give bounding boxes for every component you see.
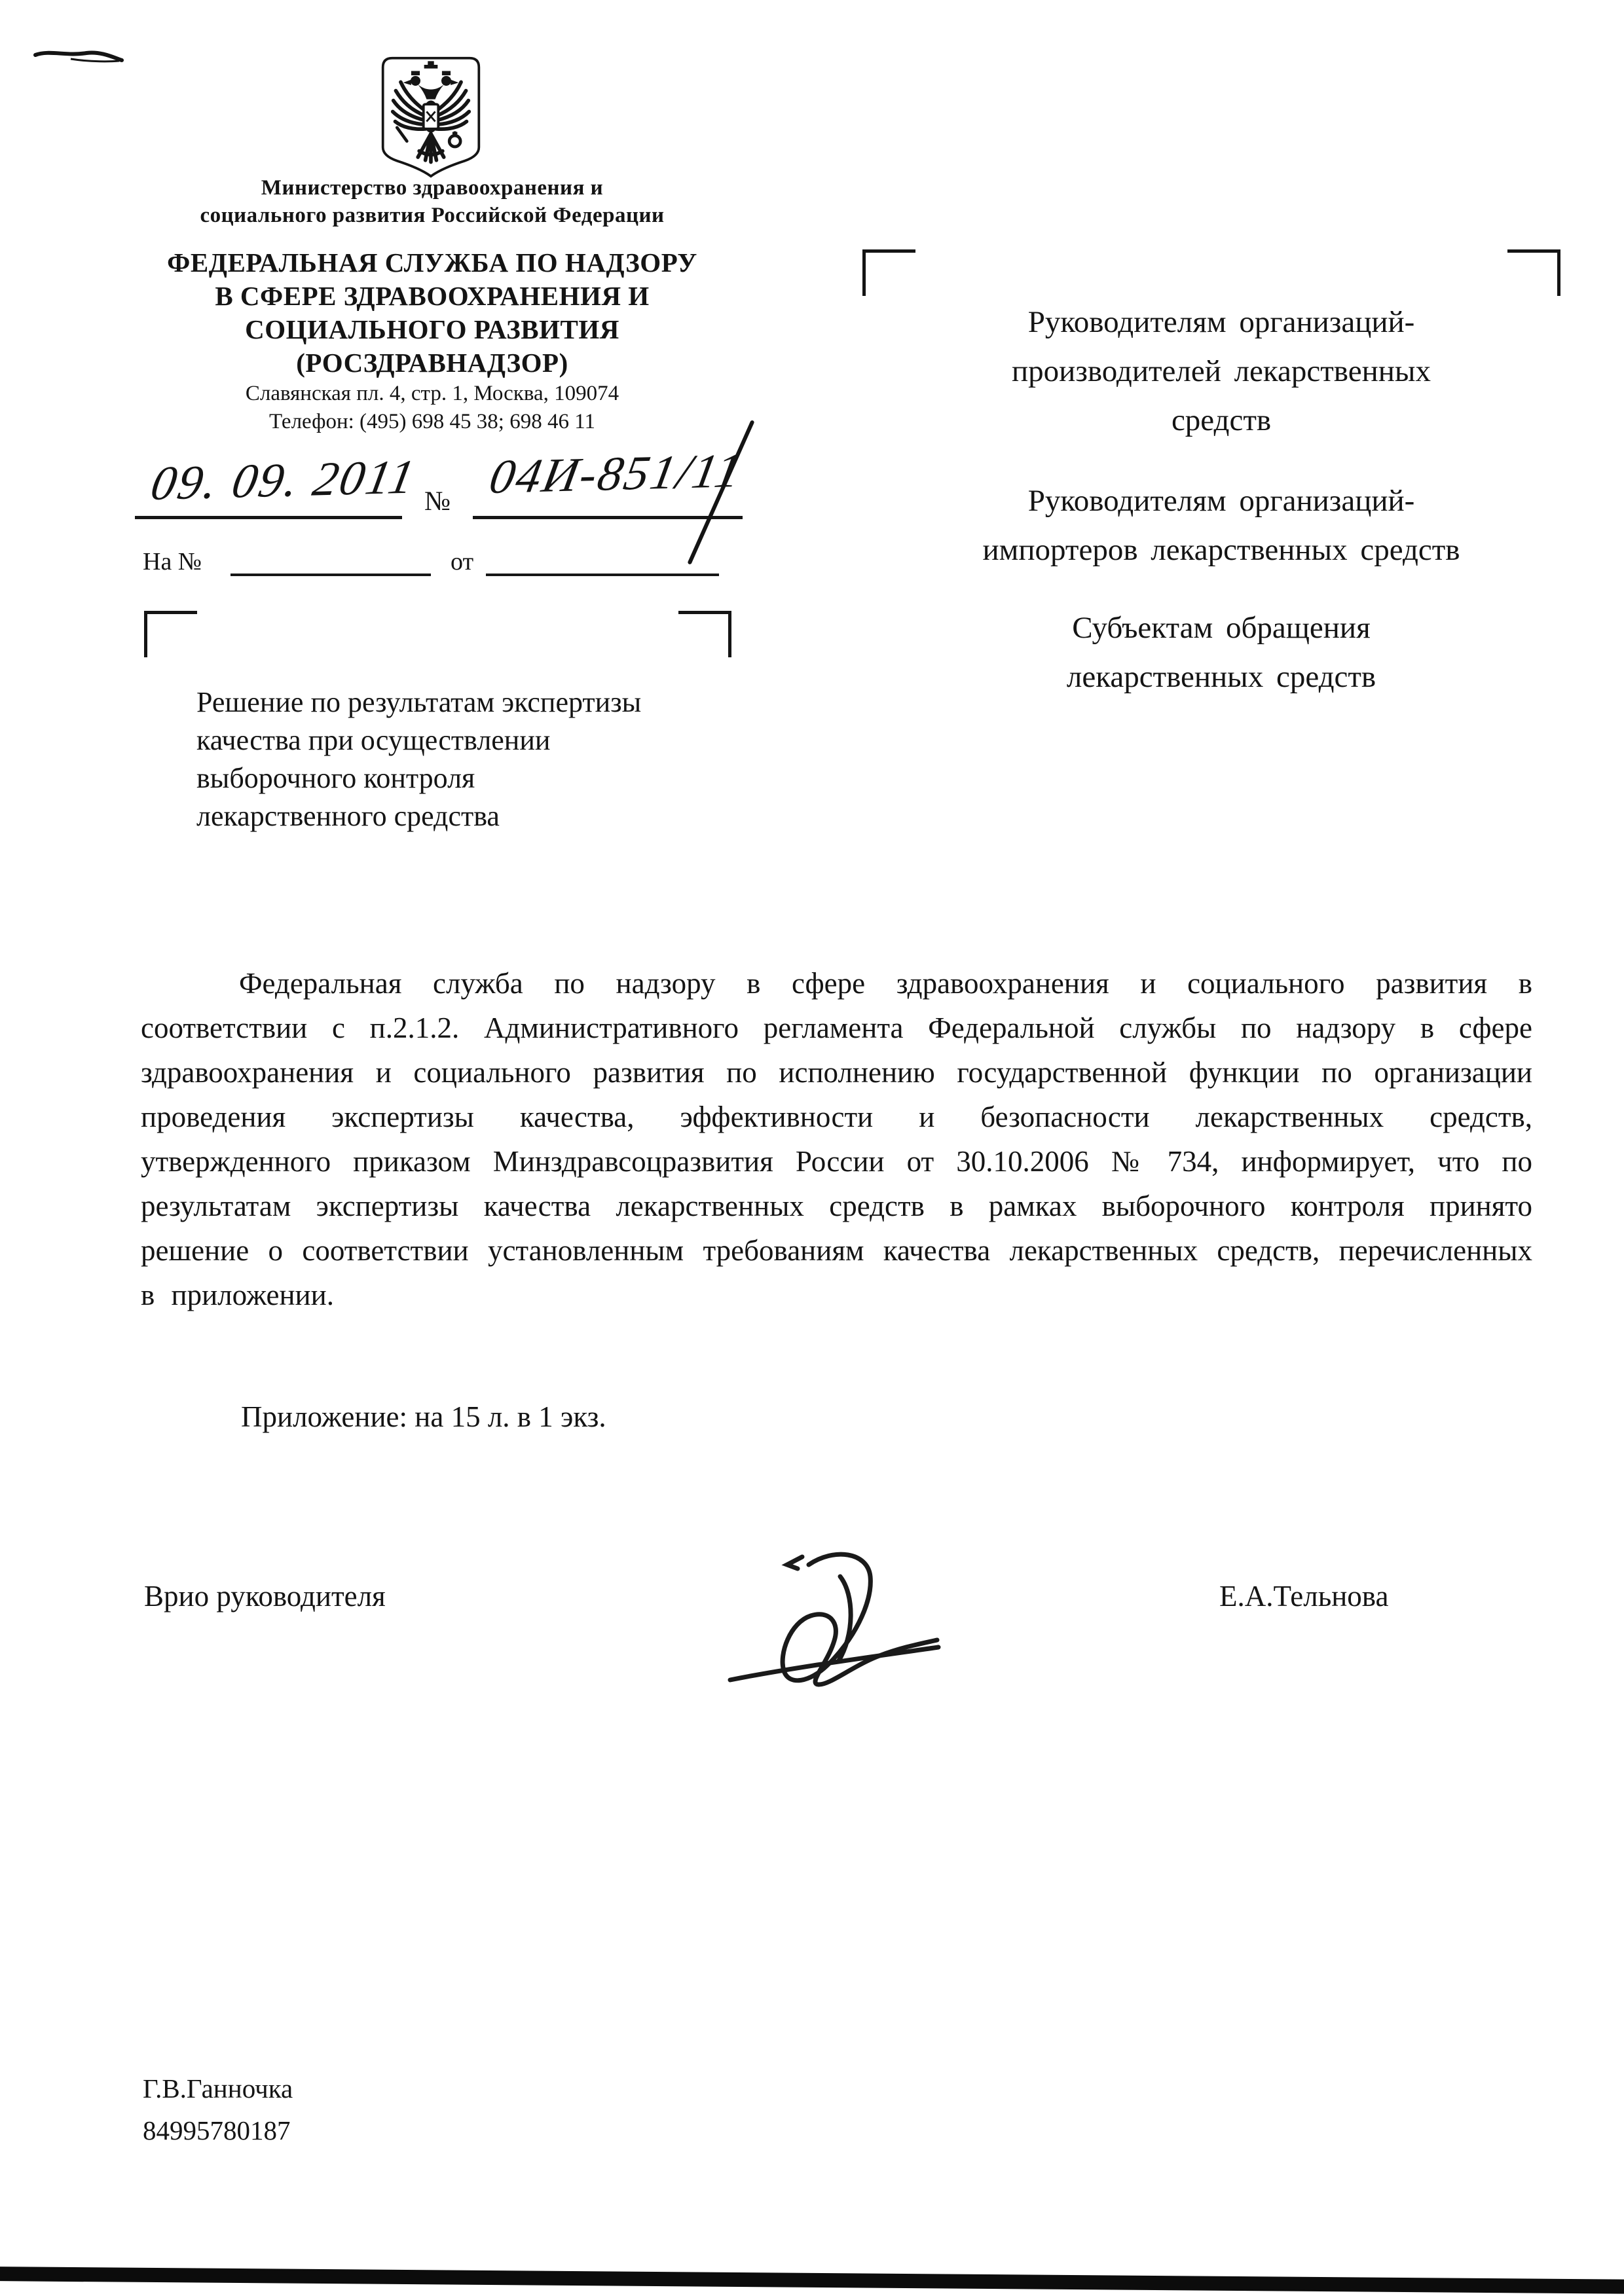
recipient-block-importers	[874, 477, 1568, 575]
corner-mark-left-lower-left	[144, 611, 197, 657]
service-name-line4: (РОСЗДРАВНАДЗОР)	[296, 348, 568, 378]
service-name-line3: СОЦИАЛЬНОГО РАЗВИТИЯ	[245, 314, 619, 344]
recipient-block-circulation-subjects	[874, 604, 1568, 702]
subject-line: Решение по результатам экспертизы	[196, 686, 642, 718]
recipient-line: Субъектам обращения	[1072, 611, 1371, 645]
recipient-line: средств	[1171, 403, 1272, 437]
subject-line: лекарственного средства	[196, 800, 500, 832]
executor-name: Г.В.Ганночка	[143, 2073, 293, 2104]
signer-position-title: Врио руководителя	[144, 1580, 386, 1613]
recipient-line: лекарственных средств	[1066, 660, 1376, 694]
ministry-name	[121, 174, 743, 229]
recipient-block-manufacturers	[874, 298, 1568, 445]
outgoing-date-handwritten: 09. 09. 2011	[147, 450, 421, 511]
letterhead-address: Славянская пл. 4, стр. 1, Москва, 109074	[245, 382, 619, 405]
outgoing-number-handwritten: 04И-851/11	[485, 444, 747, 504]
reply-to-number-label: На №	[143, 548, 202, 575]
service-name-line1: ФЕДЕРАЛЬНАЯ СЛУЖБА ПО НАДЗОРУ	[167, 247, 697, 278]
executor-phone: 84995780187	[143, 2115, 291, 2145]
recipient-line: Руководителям организаций-	[1027, 305, 1415, 339]
signer-name: Е.А.Тельнова	[1219, 1580, 1389, 1613]
number-underline	[473, 516, 743, 519]
corner-mark-left-lower-right	[678, 611, 731, 657]
subject-line: качества при осуществлении	[196, 724, 551, 756]
ministry-name-line2: социального развития Российской Федерации	[200, 204, 665, 227]
scan-artifact-mark	[31, 45, 136, 71]
body-paragraph: Федеральная служба по надзору в сфере здравоохранения и социального развития в соответствии с п.2.1.2. Административного регламента Федеральной службы по надзору в сфере здравоохранения и социального развития по исполнению государственной функции по организации проведения экспертизы качества, эффективности и безопасности лекарственных средств, утвержденного приказом Минздравсоцразвития России от 30.10.2006 № 734, информирует, что по результатам экспертизы качества лекарственных средств в рамках выборочного контроля принято решение о соответствии установленным требованиям качества лекарственных средств, перечисленных в приложении.	[141, 967, 1532, 1311]
handwritten-signature	[704, 1537, 986, 1707]
corner-mark-recipient-left	[862, 249, 915, 296]
letter-subject	[196, 683, 773, 835]
recipient-line: производителей лекарственных	[1012, 354, 1431, 388]
reply-number-blank-underline	[231, 574, 431, 576]
letterhead-phone: Телефон: (495) 698 45 38; 698 46 11	[269, 410, 595, 433]
service-name-line2: В СФЕРЕ ЗДРАВООХРАНЕНИЯ И	[215, 281, 650, 311]
recipient-line: импортеров лекарственных средств	[982, 533, 1460, 567]
recipient-line: Руководителям организаций-	[1027, 484, 1415, 518]
reply-date-blank-underline	[486, 574, 719, 576]
reply-from-date-label: от	[451, 548, 474, 575]
subject-line: выборочного контроля	[196, 762, 475, 794]
number-sign: №	[424, 486, 451, 517]
date-underline	[135, 516, 402, 519]
corner-mark-recipient-right	[1507, 249, 1560, 296]
attachment-note: Приложение: на 15 л. в 1 экз.	[241, 1400, 606, 1433]
executor-block	[143, 2068, 293, 2151]
federal-service-name	[121, 246, 743, 380]
russia-coat-of-arms-icon	[378, 55, 484, 178]
scan-edge-artifact	[0, 2267, 1624, 2294]
ministry-name-line1: Министерство здравоохранения и	[261, 176, 604, 200]
